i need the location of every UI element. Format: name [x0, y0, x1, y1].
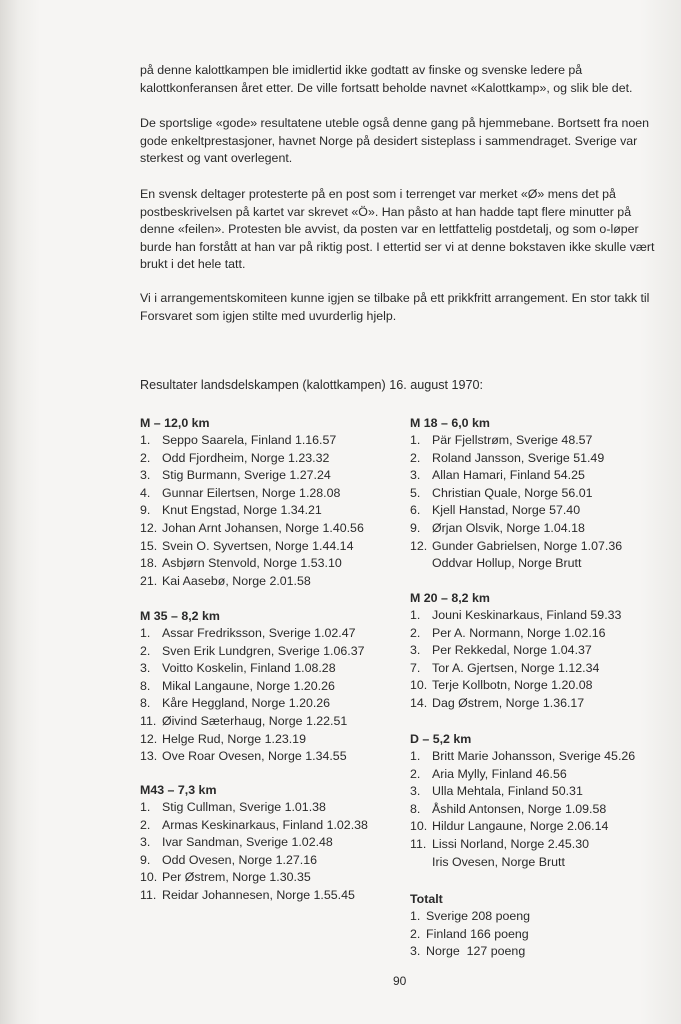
result-row: 3. Ulla Mehtala, Finland 50.31	[410, 784, 583, 799]
results-block-m	[140, 414, 410, 590]
class-heading: M 35 – 8,2 km	[140, 609, 220, 623]
result-row: 2. Odd Fjordheim, Norge 1.23.32	[140, 450, 330, 465]
total-row: 1. Sverige 208 poeng	[410, 909, 531, 923]
result-row: 10. Terje Kollbotn, Norge 1.20.08	[410, 678, 593, 693]
result-row: 8. Kåre Heggland, Norge 1.20.26	[140, 696, 331, 711]
result-row: 2. Sven Erik Lundgren, Sverige 1.06.37	[140, 643, 365, 658]
result-row: 1. Assar Fredriksson, Sverige 1.02.47	[140, 626, 356, 640]
result-row: 4. Gunnar Eilertsen, Norge 1.28.08	[140, 485, 341, 500]
result-row: 1. Jouni Keskinarkaus, Finland 59.33	[410, 608, 622, 622]
result-row: 3. Stig Burmann, Sverige 1.27.24	[140, 468, 331, 483]
result-row: 21. Kai Aasebø, Norge 2.01.58	[140, 573, 311, 588]
results-block-total	[410, 890, 672, 961]
result-row: 2. Aria Mylly, Finland 46.56	[410, 766, 567, 781]
class-heading: M43 – 7,3 km	[140, 783, 217, 797]
results-block-m43	[140, 781, 410, 905]
result-row: 10. Per Østrem, Norge 1.30.35	[140, 870, 311, 885]
result-row: 11. Reidar Johannesen, Norge 1.55.45	[140, 887, 355, 902]
result-row: 12. Johan Arnt Johansen, Norge 1.40.56	[140, 520, 364, 535]
total-row: 3. Norge 127 poeng	[410, 944, 526, 959]
result-row: 2. Roland Jansson, Sverige 51.49	[410, 450, 605, 465]
page-number: 90	[393, 974, 407, 988]
result-row: 3. Voitto Koskelin, Finland 1.08.28	[140, 661, 336, 676]
result-row: 1. Pär Fjellstrøm, Sverige 48.57	[410, 433, 593, 447]
result-row: 2. Per A. Normann, Norge 1.02.16	[410, 625, 606, 640]
class-heading: D – 5,2 km	[410, 732, 472, 746]
results-heading: Resultater landsdelskampen (kalottkampen) 16. august 1970:	[140, 378, 484, 392]
result-row: 15. Svein O. Syvertsen, Norge 1.44.14	[140, 538, 354, 553]
result-row: 2. Armas Keskinarkaus, Finland 1.02.38	[140, 817, 368, 832]
results-block-m20	[410, 589, 672, 713]
result-row: 1. Britt Marie Johansson, Sverige 45.26	[410, 749, 636, 763]
total-heading: Totalt	[410, 892, 443, 906]
result-row: 11. Øivind Sæterhaug, Norge 1.22.51	[140, 713, 348, 728]
result-row: 3. Allan Hamari, Finland 54.25	[410, 468, 585, 483]
results-block-m18	[410, 414, 672, 573]
result-row: 9. Odd Ovesen, Norge 1.27.16	[140, 852, 317, 867]
result-row: Iris Ovesen, Norge Brutt	[432, 854, 565, 869]
results-block-m35	[140, 607, 410, 766]
class-heading: M 20 – 8,2 km	[410, 591, 490, 605]
result-row: 10. Hildur Langaune, Norge 2.06.14	[410, 819, 609, 834]
result-row: 9. Ørjan Olsvik, Norge 1.04.18	[410, 520, 585, 535]
result-row: 1. Seppo Saarela, Finland 1.16.57	[140, 433, 337, 447]
results-block-d	[410, 730, 672, 871]
result-row: 3. Ivar Sandman, Sverige 1.02.48	[140, 835, 333, 850]
paragraph-3: En svensk deltager protesterte på en post som i terrenget var merket «Ø» mens det på postbeskrivelsen på kartet var skrevet «Ö». Han påsto at han hadde tapt flere minutter på denne «feilen». Protesten ble avvist, da posten var en lettfattelig postdetalj, og som o-løper burde han forstått at han var på riktig post. I ettertid ser vi at denne bokstaven ikke skulle vært brukt i det hele tatt.	[140, 187, 655, 272]
result-row: 13. Ove Roar Ovesen, Norge 1.34.55	[140, 749, 347, 764]
result-row: 9. Knut Engstad, Norge 1.34.21	[140, 503, 322, 518]
result-row: 3. Per Rekkedal, Norge 1.04.37	[410, 643, 592, 658]
result-row: Oddvar Hollup, Norge Brutt	[432, 556, 582, 571]
result-row: 8. Åshild Antonsen, Norge 1.09.58	[410, 801, 607, 816]
result-row: 14. Dag Østrem, Norge 1.36.17	[410, 695, 585, 710]
result-row: 12. Gunder Gabrielsen, Norge 1.07.36	[410, 538, 623, 553]
paragraph-1: på denne kalottkampen ble imidlertid ikke godtatt av finske og svenske ledere på kalottkonferansen året etter. De ville fortsatt beholde navnet «Kalottkamp», og slik ble det.	[140, 63, 633, 95]
result-row: 7. Tor A. Gjertsen, Norge 1.12.34	[410, 660, 600, 675]
result-row: 8. Mikal Langaune, Norge 1.20.26	[140, 678, 335, 693]
result-row: 5. Christian Quale, Norge 56.01	[410, 485, 593, 500]
paragraph-4: Vi i arrangementskomiteen kunne igjen se tilbake på ett prikkfritt arrangement. En stor takk til Forsvaret som igjen stilte med uvurderlig hjelp.	[140, 291, 650, 323]
class-heading: M – 12,0 km	[140, 416, 210, 430]
result-row: 6. Kjell Hanstad, Norge 57.40	[410, 503, 581, 518]
result-row: 12. Helge Rud, Norge 1.23.19	[140, 731, 306, 746]
result-row: 18. Asbjørn Stenvold, Norge 1.53.10	[140, 556, 342, 571]
class-heading: M 18 – 6,0 km	[410, 416, 490, 430]
result-row: 11. Lissi Norland, Norge 2.45.30	[410, 836, 590, 851]
total-row: 2. Finland 166 poeng	[410, 926, 529, 941]
paragraph-2: De sportslige «gode» resultatene uteble også denne gang på hjemmebane. Bortsett fra noen gode enkeltprestasjoner, havnet Norge på desidert sisteplass i sammendraget. Sverige var sterkest og vant overlegent.	[140, 116, 650, 166]
result-row: 1. Stig Cullman, Sverige 1.01.38	[140, 800, 326, 814]
